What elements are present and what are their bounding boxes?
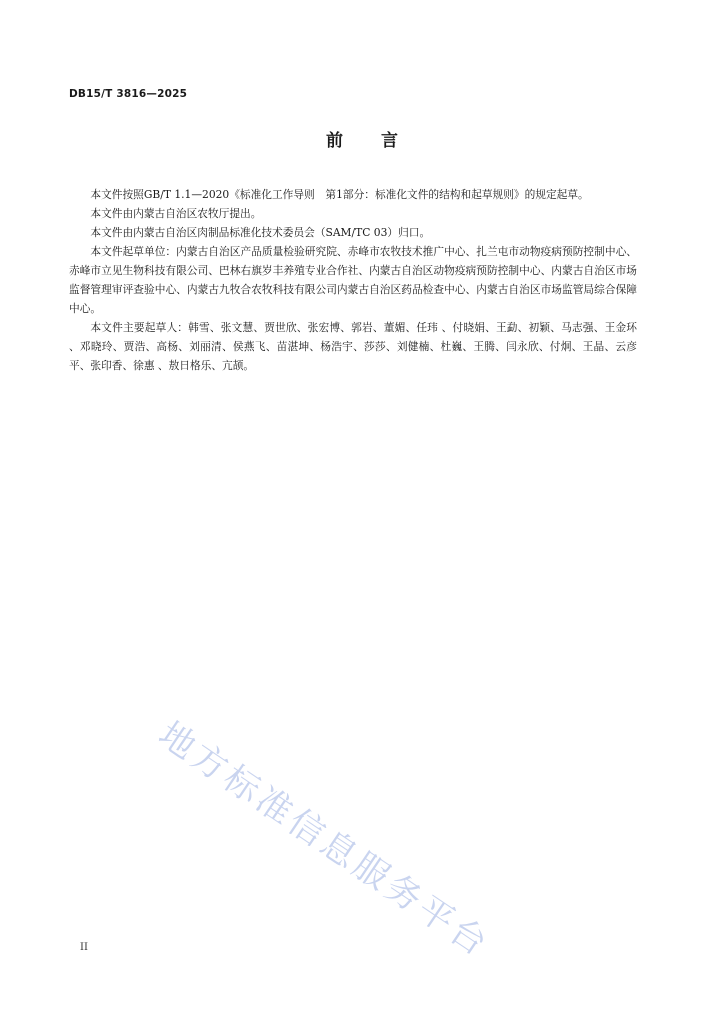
paragraph-drafting-basis: 本文件按照GB/T 1.1—2020《标准化工作导则 第1部分：标准化文件的结构和起草规则》的规定起草。 <box>90 188 589 201</box>
watermark: 地方标准信息服务平台 <box>151 714 497 966</box>
paragraph-technical-committee: 本文件由内蒙古自治区肉制品标准化技术委员会（SAM/TC 03）归口。 <box>90 226 431 239</box>
page-title <box>0 126 724 151</box>
paragraph-drafters: 本文件主要起草人：韩雪、张文慧、贾世欣、张宏博、郭岩、董媚、任玮 、付晓娟、王勐、初颖、马志强、王金环 、邓晓玲、贾浩、高杨、刘丽清、侯燕飞、苗湛坤、杨浩宇、莎莎、刘健楠、杜巍、王腾、闫永欣、付炯、王晶、云彦平、张印香、徐惠 、敖日格乐、亢颉。 <box>69 321 637 372</box>
paragraph-proposer: 本文件由内蒙古自治区农牧厅提出。 <box>90 207 262 220</box>
paragraph-drafting-units: 本文件起草单位：内蒙古自治区产品质量检验研究院、赤峰市农牧技术推广中心、扎兰屯市动物疫病预防控制中心、赤峰市立见生物科技有限公司、巴林右旗岁丰养殖专业合作社、内蒙古自治区动物疫病预防控制中心、内蒙古自治区市场监督管理审评查验中心、内蒙古九牧合农牧科技有限公司内蒙古自治区药品检查中心、内蒙古自治区市场监管局综合保障中心。 <box>69 245 637 315</box>
standard-code: DB15/T 3816—2025 <box>69 88 188 100</box>
title-char-2: 言 <box>381 131 398 151</box>
page-number: II <box>80 942 88 953</box>
foreword-body <box>69 185 637 375</box>
title-char-1: 前 <box>326 131 343 151</box>
